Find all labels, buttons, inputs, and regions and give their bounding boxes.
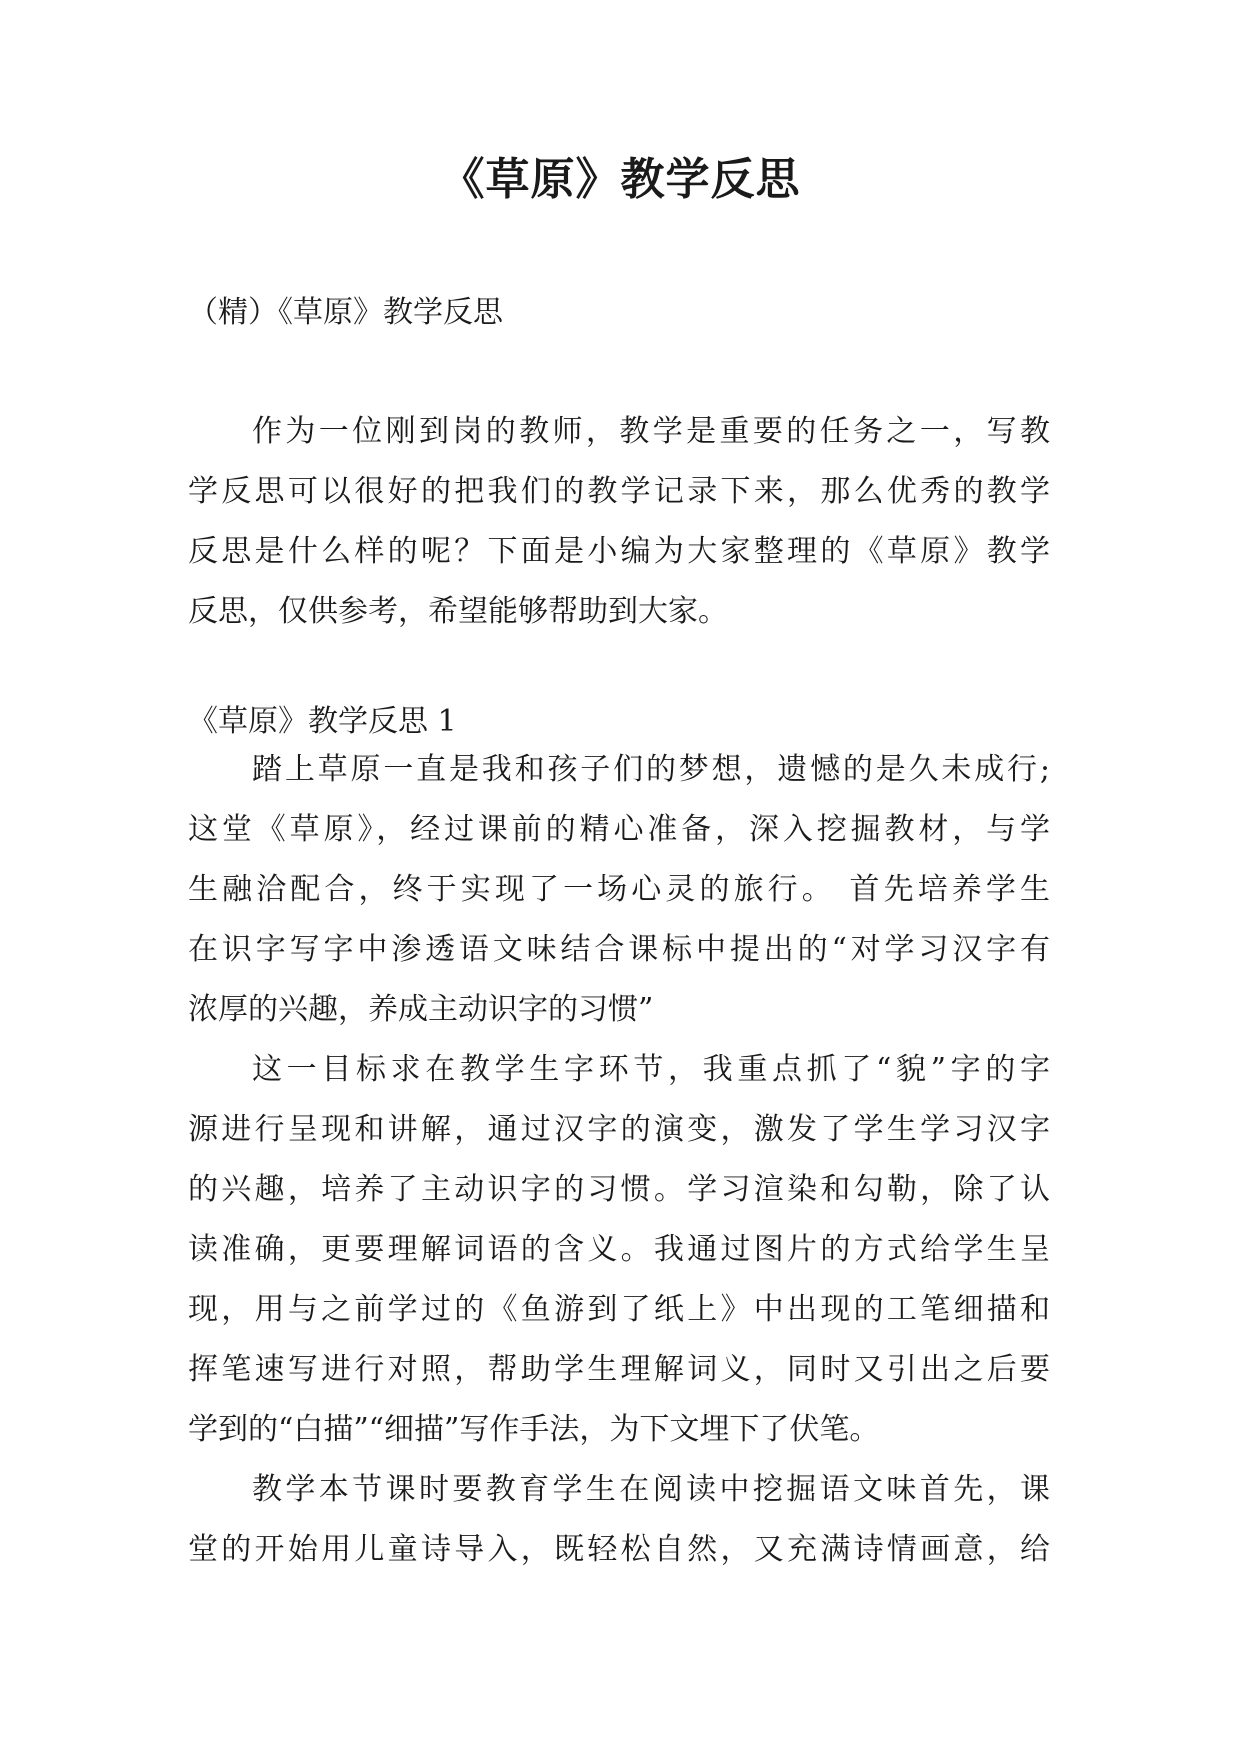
text-line: 学到的“白描”“细描”写作手法，为下文埋下了伏笔。: [188, 1412, 880, 1447]
text-line: 挥笔速写进行对照，帮助学生理解词义，同时又引出之后要: [188, 1352, 1050, 1387]
text-line: 读准确，更要理解词语的含义。我通过图片的方式给学生呈: [188, 1232, 1050, 1267]
body-paragraph-3: [188, 1460, 1050, 1580]
document-title: 《草原》教学反思: [440, 154, 801, 205]
text-line: 教学本节课时要教育学生在阅读中挖掘语文味首先，课: [252, 1472, 1050, 1507]
text-line: 源进行呈现和讲解，通过汉字的演变，激发了学生学习汉字: [188, 1112, 1050, 1147]
section-heading: 《草原》教学反思 1: [188, 704, 457, 739]
text-line: 反思，仅供参考，希望能够帮助到大家。: [188, 594, 728, 629]
text-line: 这堂《草原》，经过课前的精心准备，深入挖掘教材，与学: [188, 812, 1050, 847]
document-subtitle: （精）《草原》教学反思: [188, 295, 503, 330]
text-line: 浓厚的兴趣，养成主动识字的习惯”: [188, 992, 654, 1027]
text-line: 作为一位刚到岗的教师，教学是重要的任务之一，写教: [252, 414, 1050, 449]
text-line: 堂的开始用儿童诗导入，既轻松自然，又充满诗情画意，给: [188, 1532, 1050, 1567]
text-line: 现，用与之前学过的《鱼游到了纸上》中出现的工笔细描和: [188, 1292, 1050, 1327]
text-line: 生融洽配合，终于实现了一场心灵的旅行。 首先培养学生: [188, 872, 1050, 907]
text-line: 在识字写字中渗透语文味结合课标中提出的“对学习汉字有: [188, 932, 1050, 967]
text-line: 反思是什么样的呢？下面是小编为大家整理的《草原》教学: [188, 534, 1050, 569]
text-line: 踏上草原一直是我和孩子们的梦想，遗憾的是久未成行;: [252, 752, 1050, 787]
text-line: 的兴趣，培养了主动识字的习惯。学习渲染和勾勒，除了认: [188, 1172, 1050, 1207]
text-line: 这一目标求在教学生字环节，我重点抓了“貌”字的字: [252, 1052, 1050, 1087]
body-paragraph-1: [188, 740, 1050, 1040]
body-paragraph-2: [188, 1040, 1050, 1460]
intro-paragraph: [188, 402, 1050, 642]
text-line: 学反思可以很好的把我们的教学记录下来，那么优秀的教学: [188, 474, 1050, 509]
